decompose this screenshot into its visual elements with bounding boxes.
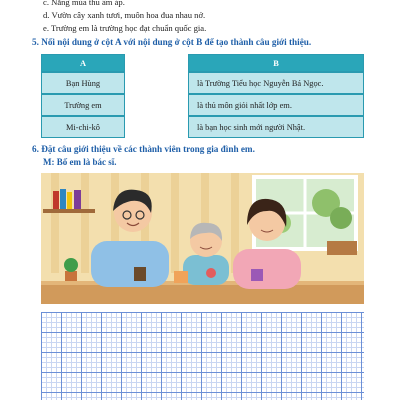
column-a-item[interactable]: Mi-chi-kô	[41, 116, 125, 138]
question-6-title: 6. Đặt câu giới thiệu về các thành viên trong gia đình em.	[32, 144, 255, 154]
family-illustration	[41, 173, 364, 304]
column-b-item[interactable]: là Trường Tiểu học Nguyễn Bá Ngọc.	[188, 72, 364, 94]
family-illustration-svg	[41, 173, 364, 304]
column-b-item[interactable]: là thủ môn giỏi nhất lớp em.	[188, 94, 364, 116]
column-b-item[interactable]: là bạn học sinh mới người Nhật.	[188, 116, 364, 138]
list-item-c: c. Nắng mùa thu ấm áp.	[43, 0, 125, 7]
column-a-item[interactable]: Bạn Hùng	[41, 72, 125, 94]
column-a-item[interactable]: Trường em	[41, 94, 125, 116]
list-item-d: d. Vườn cây xanh tươi, muôn hoa đua nhau nở.	[43, 10, 206, 20]
example-sentence: M: Bố em là bác sĩ.	[43, 157, 117, 167]
column-a-header: A	[41, 54, 125, 72]
question-5-title: 5. Nối nội dung ở cột A với nội dung ở cột B để tạo thành câu giới thiệu.	[32, 37, 312, 47]
writing-grid[interactable]	[41, 312, 364, 400]
column-b-header: B	[188, 54, 364, 72]
list-item-e: e. Trường em là trường học đạt chuẩn quốc gia.	[43, 23, 207, 33]
